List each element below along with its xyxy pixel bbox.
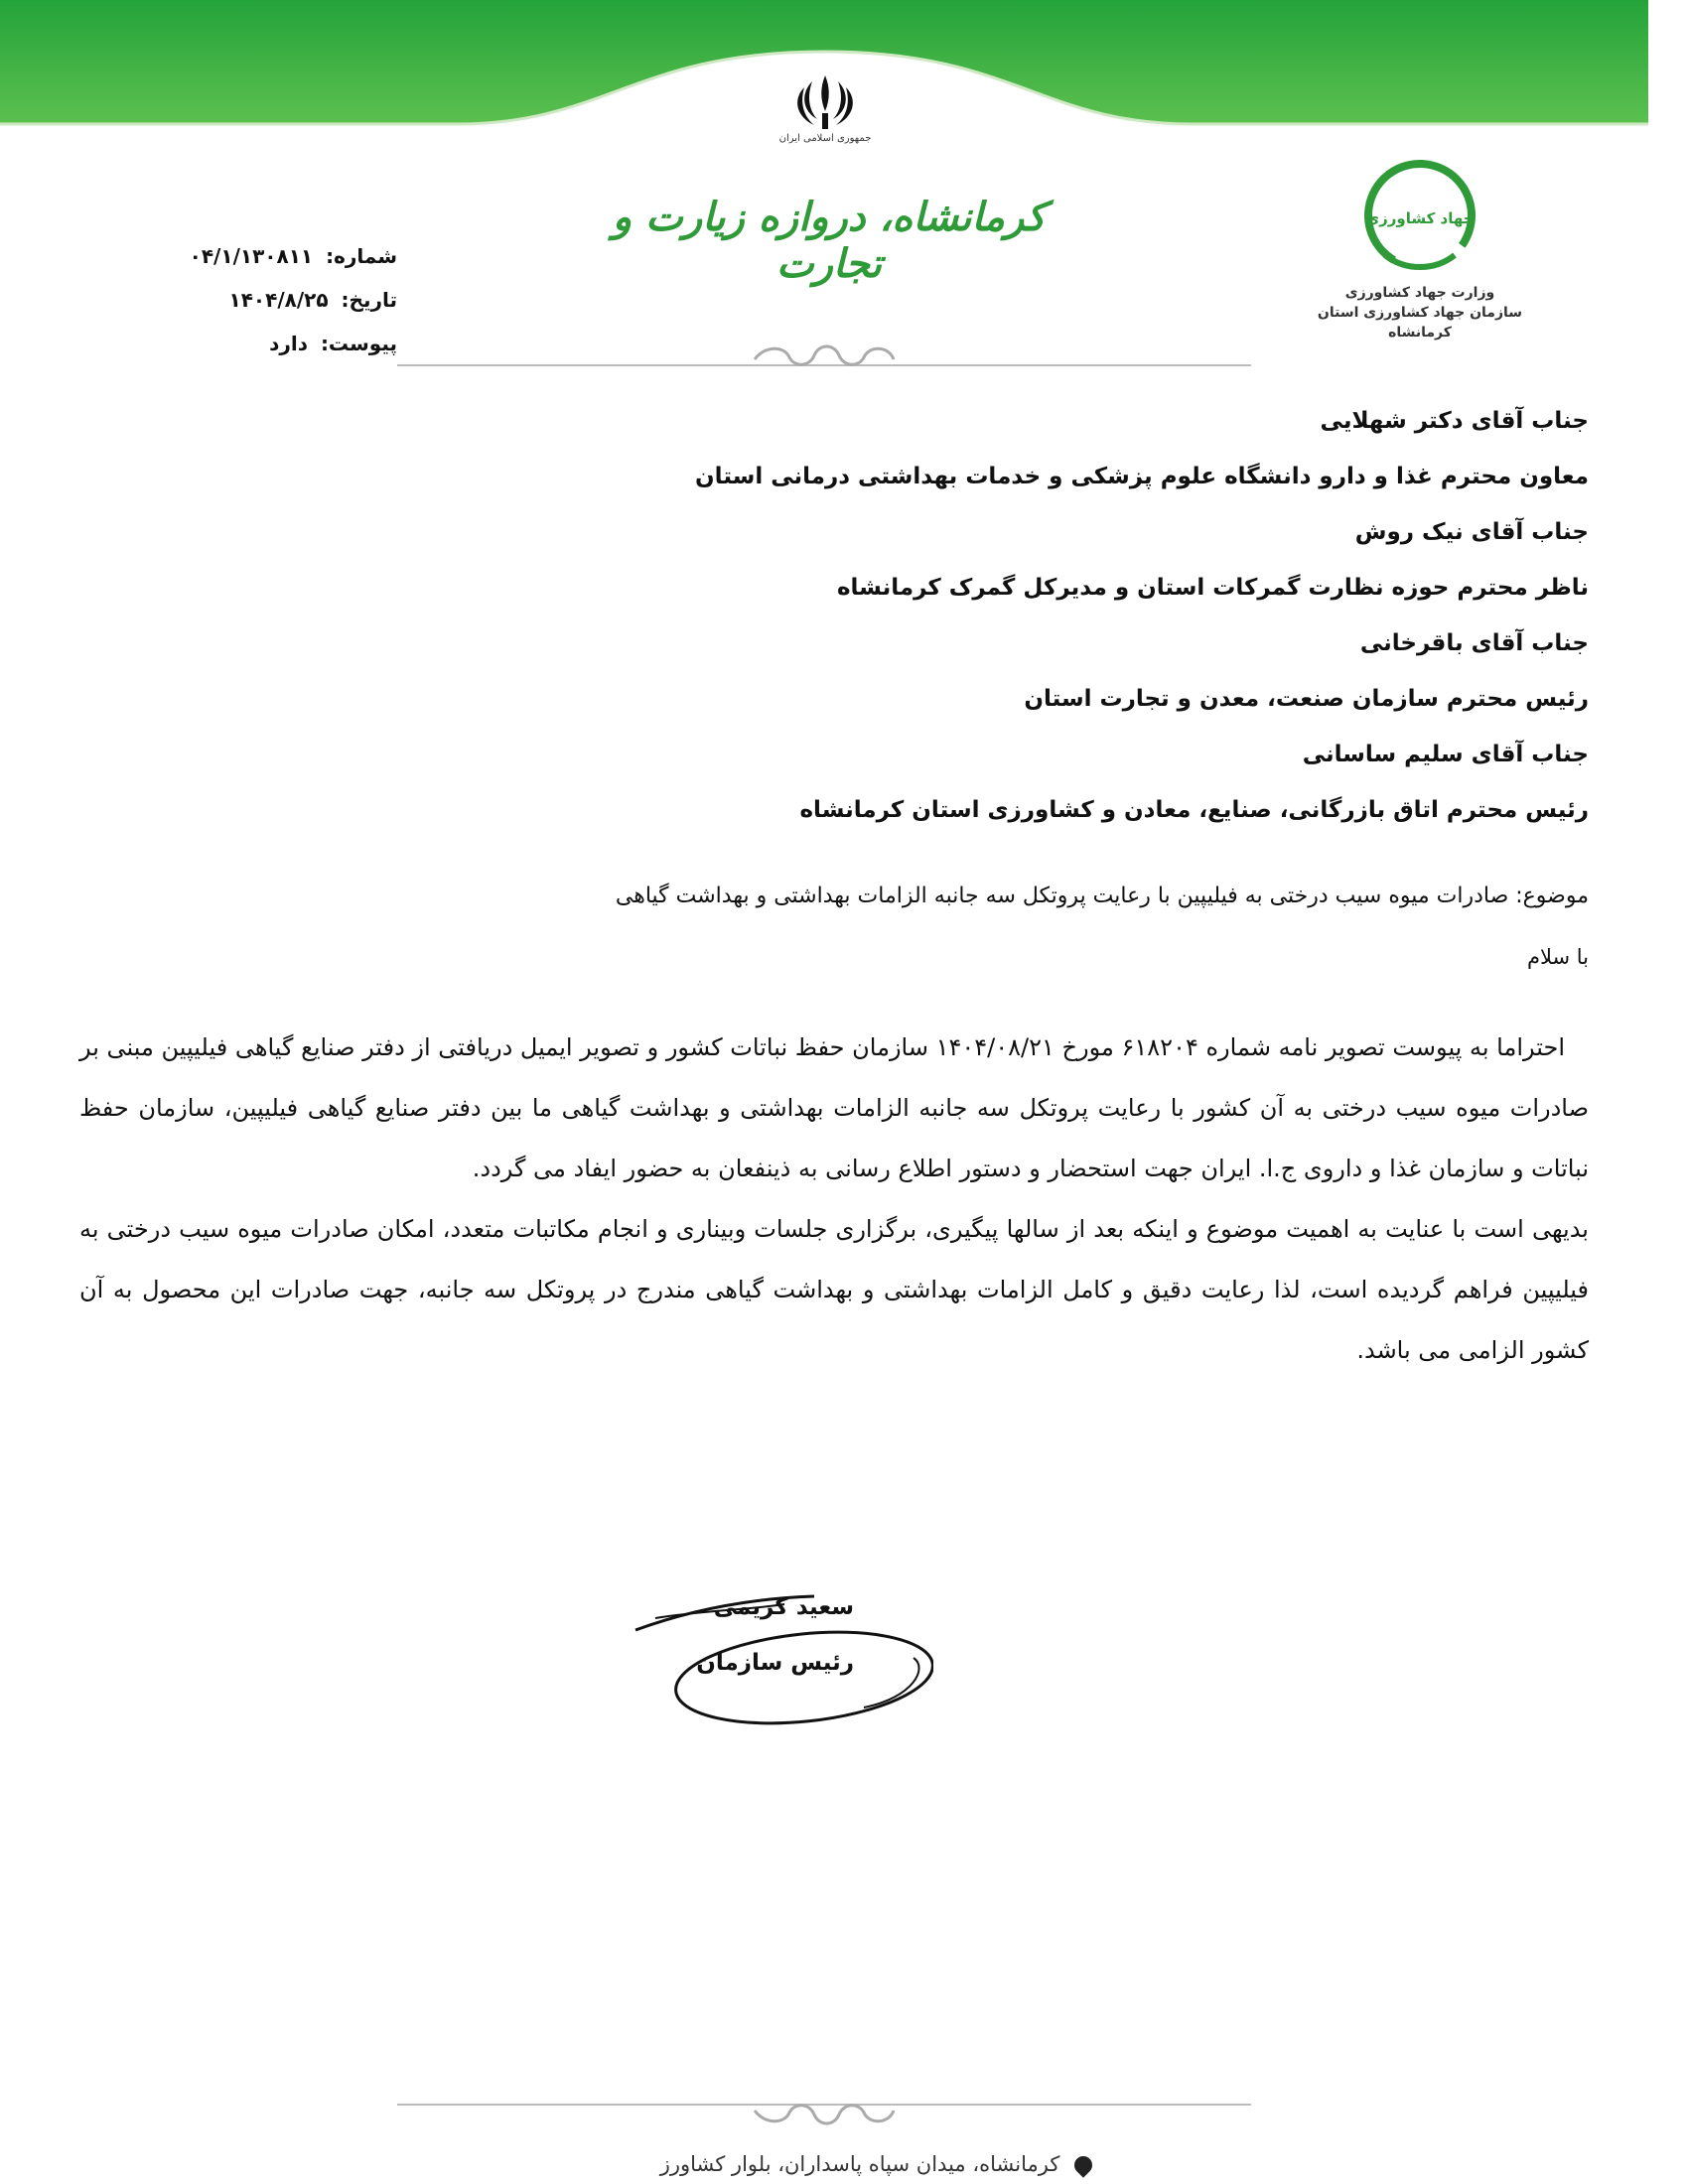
- recipient-line: معاون محترم غذا و دارو دانشگاه علوم پزشکی و خدمات بهداشتی درمانی استان: [695, 464, 1589, 489]
- signature-block: [616, 1559, 933, 1737]
- number-value: ۰۴/۱/۱۳۰۸۱۱: [189, 244, 314, 268]
- organization-logo: [1291, 154, 1549, 342]
- letter-number: [149, 234, 397, 278]
- recipient-line: رئیس محترم اتاق بازرگانی، صنایع، معادن و کشاورزی استان کرمانشاه: [799, 797, 1589, 823]
- signer-name: سعید کریمی: [713, 1594, 854, 1620]
- letter-body: [79, 1018, 1589, 1381]
- body-paragraph: بدیهی است با عنایت به اهمیت موضوع و اینکه بعد از سالها پیگیری، برگزاری جلسات وبیناری و انجام مکاتبات متعدد، امکان صادرات میوه سیب درختی به فیلیپین فراهم گردیده است، لذا رعایت دقیق و کامل الزامات بهداشتی و بهداشت گیاهی مندرج در پروتکل سه جانبه، جهت صادرات این محصول به آن کشور الزامی می باشد.: [79, 1215, 1589, 1364]
- recipient-line: جناب آقای سلیم ساسانی: [1302, 742, 1589, 767]
- location-pin-icon: [1070, 2152, 1095, 2177]
- letter-date: [149, 278, 397, 322]
- recipient-line: جناب آقای باقرخانی: [1359, 630, 1589, 656]
- date-label: تاریخ:: [341, 288, 397, 312]
- date-value: ۱۴۰۴/۸/۲۵: [228, 288, 329, 312]
- ornamental-divider-bottom: [397, 2093, 1251, 2128]
- recipient-line: ناظر محترم حوزه نظارت گمرکات استان و مدیرکل گمرک کرمانشاه: [836, 575, 1589, 601]
- attachment-value: دارد: [269, 332, 308, 355]
- address-text: کرمانشاه، میدان سپاه پاسداران، بلوار کشاورز: [659, 2152, 1060, 2176]
- organization-name: سازمان جهاد کشاورزی استان کرمانشاه: [1317, 305, 1523, 341]
- letter-metadata: [149, 234, 397, 365]
- ornamental-divider-top: [397, 338, 1251, 373]
- recipients-block: [695, 393, 1589, 838]
- recipient-line: جناب آقای دکتر شهلایی: [1320, 408, 1589, 434]
- ministry-name: وزارت جهاد کشاورزی: [1344, 285, 1495, 301]
- slogan: کرمانشاه، دروازه زیارت و تجارت: [612, 194, 1047, 287]
- number-label: شماره:: [326, 244, 397, 268]
- greeting: با سلام: [1526, 945, 1589, 969]
- recipient-line: جناب آقای نیک روش: [1354, 519, 1589, 545]
- footer-address: [556, 2152, 1092, 2176]
- recipient-line: رئیس محترم سازمان صنعت، معدن و تجارت استان: [1024, 686, 1589, 712]
- national-emblem: [771, 69, 880, 144]
- letter-attachment: [149, 322, 397, 365]
- attachment-label: پیوست:: [320, 332, 397, 355]
- jahad-logo-icon: [1355, 154, 1484, 283]
- logo-text: جهاد کشاورزی: [1365, 209, 1475, 227]
- emblem-icon: [790, 69, 860, 133]
- emblem-caption: جمهوری اسلامی ایران: [778, 133, 872, 144]
- handwritten-signature: [616, 1559, 933, 1737]
- body-paragraph: احتراما به پیوست تصویر نامه شماره ۶۱۸۲۰۴ مورخ ۱۴۰۴/۰۸/۲۱ سازمان حفظ نباتات کشور و تصویر ایمیل دریافتی از دفتر صنایع گیاهی فیلیپین مبنی بر صادرات میوه سیب درختی به آن کشور با رعایت پروتکل سه جانبه الزامات بهداشتی و بهداشت گیاهی ما بین دفتر صنایع گیاهی فیلیپین، سازمان حفظ نباتات و سازمان غذا و داروی ج.ا. ایران جهت استحضار و دستور اطلاع رسانی به ذینفعان به حضور ایفاد می گردد.: [79, 1033, 1589, 1182]
- signer-title: رئیس سازمان: [696, 1650, 854, 1676]
- letter-subject: موضوع: صادرات میوه سیب درختی به فیلیپین با رعایت پروتکل سه جانبه الزامات بهداشتی و بهداشت گیاهی: [615, 884, 1589, 908]
